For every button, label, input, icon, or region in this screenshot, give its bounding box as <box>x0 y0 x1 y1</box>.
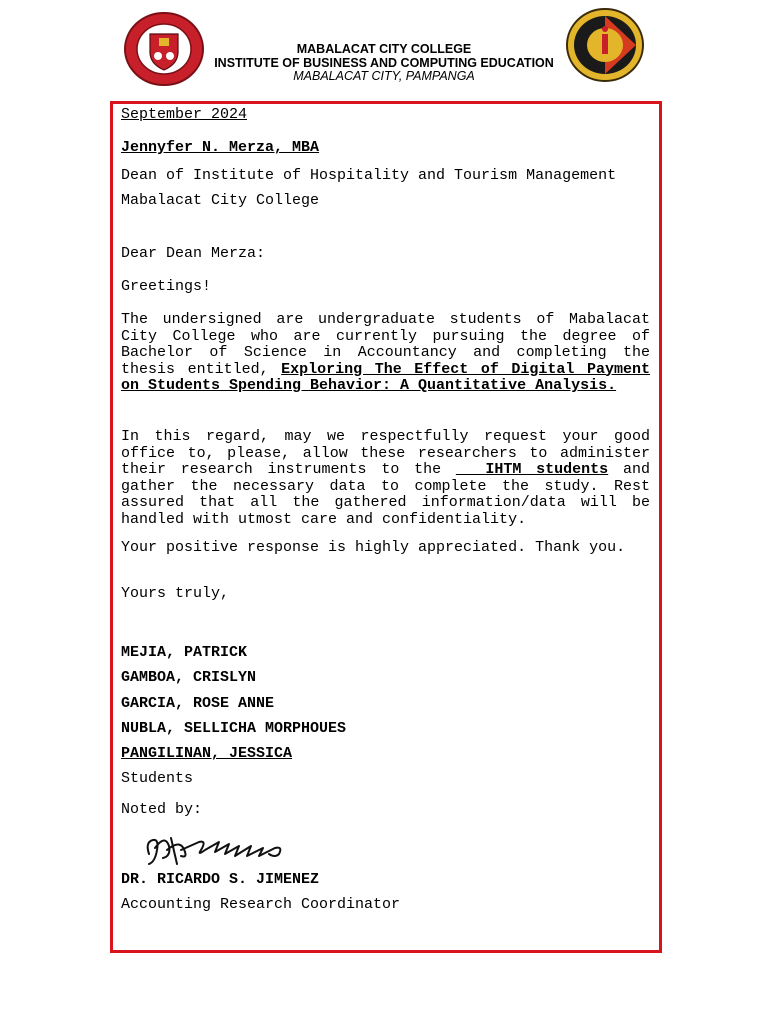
coordinator-title: Accounting Research Coordinator <box>121 896 401 913</box>
paragraph-request-tail: and gather the necessary data to complete the study. Rest assured that all the gathered information/data will be handled with utmost care and confidentiality. <box>121 461 650 528</box>
paragraph-request-intro <box>121 312 650 395</box>
letterhead <box>0 0 768 100</box>
college-location: MABALACAT CITY, PAMPANGA <box>293 69 475 83</box>
recipient-name: Jennyfer N. Merza, MBA <box>121 139 320 156</box>
student-name: NUBLA, SELLICHA MORPHOUES <box>121 720 347 737</box>
students-label: Students <box>121 770 194 787</box>
student-name: MEJIA, PATRICK <box>121 644 248 661</box>
signature-icon <box>141 828 301 872</box>
closing: Yours truly, <box>121 585 230 602</box>
college-name: MABALACAT CITY COLLEGE <box>296 42 472 56</box>
letter-date: September 2024 <box>121 106 248 123</box>
noted-by-label: Noted by: <box>121 801 203 818</box>
thesis-title: Exploring The Effect of Digital Payment on Students Spending Behavior: A Quantitative Analysis. <box>121 360 650 394</box>
paragraph-request-text: In this regard, may we respectfully request your good office to, please, allow these researchers to administer their research instruments to the <box>121 428 650 478</box>
student-name-last: PANGILINAN, JESSICA <box>121 745 293 762</box>
target-respondents: IHTM students <box>485 461 609 478</box>
student-name: GAMBOA, CRISLYN <box>121 669 257 686</box>
greeting: Greetings! <box>121 278 212 295</box>
paragraph-thanks: Your positive response is highly appreciated. Thank you. <box>121 539 626 556</box>
salutation: Dear Dean Merza: <box>121 245 266 262</box>
paragraph-request <box>121 429 650 528</box>
coordinator-name: DR. RICARDO S. JIMENEZ <box>121 871 320 888</box>
institute-name: INSTITUTE OF BUSINESS AND COMPUTING EDUCATION <box>214 55 554 70</box>
institute-seal-icon <box>566 8 644 82</box>
college-seal-icon <box>124 12 204 86</box>
student-name: GARCIA, ROSE ANNE <box>121 695 275 712</box>
recipient-title: Dean of Institute of Hospitality and Tourism Management <box>121 167 617 184</box>
letterhead-text <box>200 43 568 84</box>
paragraph-intro-text: The undersigned are undergraduate students of Mabalacat City College who are currently pursuing the degree of Bachelor of Science in Accountancy and completing the thesis entitled, <box>121 311 650 378</box>
recipient-org: Mabalacat City College <box>121 192 320 209</box>
